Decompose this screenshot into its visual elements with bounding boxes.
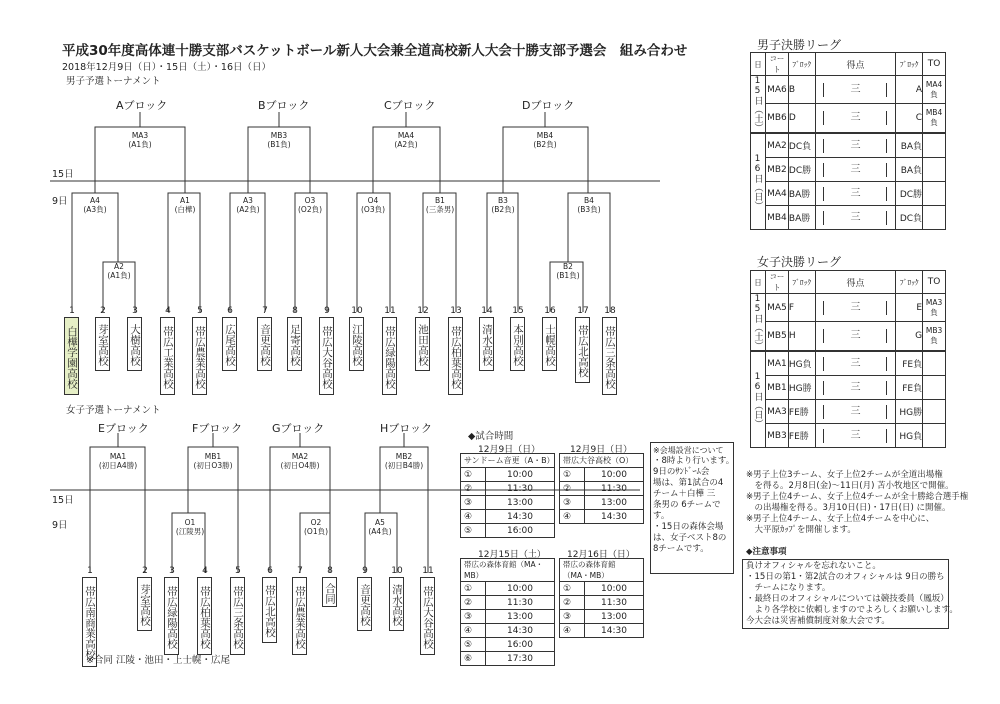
girls-team-box: 音更高校 bbox=[357, 577, 372, 631]
girls-block-h: Hブロック bbox=[380, 422, 433, 435]
schedule-day15-head: 12月15日（土） bbox=[478, 550, 546, 560]
schedule-row bbox=[560, 624, 644, 638]
schedule-slot: ③ bbox=[560, 610, 585, 624]
boys-league-court: MA2 bbox=[765, 133, 788, 158]
girls-league-to: MA3負 bbox=[923, 294, 946, 322]
boys-team-number: 12 bbox=[417, 306, 429, 316]
girls-team-number: 10 bbox=[391, 566, 403, 576]
girls-game-o2: O2 (O1負) bbox=[303, 518, 329, 536]
boys-game-a1: A1 (白樺) bbox=[174, 196, 196, 214]
girls-league-row bbox=[751, 424, 946, 448]
boys-team-number: 18 bbox=[604, 306, 616, 316]
boys-league-header-cell: ﾌﾞﾛｯｸ bbox=[896, 53, 923, 76]
boys-block-a: Aブロック bbox=[116, 99, 168, 112]
boys-league-score-mark: 三 bbox=[823, 211, 887, 225]
boys-league-court: MA6 bbox=[765, 76, 788, 104]
boys-team-box: 帯広柏葉高校 bbox=[448, 317, 463, 395]
girls-team-box: 合同 bbox=[322, 577, 337, 607]
boys-league-to bbox=[923, 133, 946, 158]
boys-league-block1: BA勝 bbox=[788, 206, 815, 230]
girls-league-to: MB3負 bbox=[923, 322, 946, 351]
boys-league-header-row bbox=[751, 53, 946, 76]
boys-game-a3: A3 (A2負) bbox=[236, 196, 260, 214]
boys-team-number: 14 bbox=[481, 306, 493, 316]
girls-league-block2: FE負 bbox=[896, 351, 923, 376]
girls-day9-label: 9日 bbox=[52, 520, 68, 531]
schedule-slot: ① bbox=[560, 582, 585, 596]
schedule-row bbox=[461, 496, 555, 510]
girls-team-box: 帯広大谷高校 bbox=[420, 577, 435, 655]
girls-league-score bbox=[815, 400, 896, 424]
boys-league-block1: B bbox=[788, 76, 815, 104]
schedule-slot: ⑤ bbox=[461, 638, 486, 652]
girls-top-game-f: MB1 (初日O3勝) bbox=[193, 452, 233, 470]
girls-league-block1: H bbox=[788, 322, 815, 351]
schedule-time: 11:30 bbox=[585, 596, 644, 610]
qualification-note-line: ※男子上位4チーム、女子上位4チームが全十勝総合選手権 bbox=[746, 492, 969, 502]
boys-block-c: Cブロック bbox=[384, 99, 436, 112]
boys-team-number: 15 bbox=[512, 306, 524, 316]
boys-league-row bbox=[751, 158, 946, 182]
girls-league-score bbox=[815, 424, 896, 448]
girls-league-header-cell: ﾌﾞﾛｯｸ bbox=[788, 271, 815, 294]
boys-league-block1: D bbox=[788, 104, 815, 133]
boys-team-number: 11 bbox=[384, 306, 396, 316]
girls-team-number: 7 bbox=[297, 566, 303, 576]
qualification-note-line: ※男子上位3チーム、女子上位2チームが全道出場権 bbox=[746, 470, 943, 480]
girls-league-court: MA3 bbox=[765, 400, 788, 424]
boys-league-row bbox=[751, 104, 946, 133]
schedule-row bbox=[461, 482, 555, 496]
girls-league-score-mark: 三 bbox=[823, 329, 887, 343]
venue-note-line: す。 bbox=[653, 511, 670, 521]
caution-line: ・最終日のオフィシャルについては競技委員（鳳坂） bbox=[746, 594, 949, 604]
boys-league-header-cell: 日 bbox=[751, 53, 766, 76]
schedule-time: 10:00 bbox=[486, 582, 555, 596]
boys-team-number: 6 bbox=[227, 306, 233, 316]
girls-league-block2: HG負 bbox=[896, 424, 923, 448]
boys-team-number: 3 bbox=[132, 306, 138, 316]
girls-league-row bbox=[751, 376, 946, 400]
girls-team-number: 8 bbox=[327, 566, 333, 576]
schedule-title: ◆試合時間 bbox=[468, 431, 514, 442]
girls-team-box: 帯広柏葉高校 bbox=[197, 577, 212, 655]
schedule-day9-a-head: 12月9日（日） bbox=[478, 445, 541, 455]
girls-team-box: 帯広農業高校 bbox=[292, 577, 307, 655]
boys-league-block1: BA勝 bbox=[788, 182, 815, 206]
girls-top-game-g: MA2 (初日O4勝) bbox=[280, 452, 320, 470]
girls-league-row bbox=[751, 351, 946, 376]
girls-league-day-cell: 15日（土） bbox=[751, 294, 766, 352]
schedule-time: 14:30 bbox=[585, 510, 644, 524]
schedule-row bbox=[560, 596, 644, 610]
girls-league-block1: FE勝 bbox=[788, 424, 815, 448]
girls-league-header-cell: 得点 bbox=[815, 271, 896, 294]
boys-league-score-mark: 三 bbox=[823, 111, 887, 125]
caution-line: チームになります。 bbox=[746, 583, 831, 593]
boys-league-to: MB4負 bbox=[923, 104, 946, 133]
boys-league-row bbox=[751, 206, 946, 230]
schedule-time: 14:30 bbox=[486, 624, 555, 638]
girls-league-court: MA5 bbox=[765, 294, 788, 322]
boys-team-box: 帯広大谷高校 bbox=[319, 317, 334, 395]
venue-note-line: は、女子ベスト8の bbox=[653, 533, 727, 543]
boys-team-box: 清水高校 bbox=[479, 317, 494, 371]
schedule-row bbox=[560, 468, 644, 482]
caution-line: 今大会は災害補償制度対象大会です。 bbox=[746, 616, 890, 626]
girls-team-box: 帯広三条高校 bbox=[230, 577, 245, 655]
girls-league-to bbox=[923, 376, 946, 400]
schedule-row bbox=[461, 468, 555, 482]
boys-league-court: MB4 bbox=[765, 206, 788, 230]
boys-team-box: 大樹高校 bbox=[127, 317, 142, 371]
schedule-slot: ④ bbox=[461, 510, 486, 524]
girls-team-box: 帯広緑陽高校 bbox=[164, 577, 179, 655]
girls-league-header-cell: TO bbox=[923, 271, 946, 294]
boys-team-number: 1 bbox=[69, 306, 75, 316]
girls-league-score bbox=[815, 294, 896, 322]
boys-day9-label: 9日 bbox=[52, 196, 68, 207]
schedule-slot: ② bbox=[560, 596, 585, 610]
schedule-time: 11:30 bbox=[585, 482, 644, 496]
boys-game-a2: A2 (A1負) bbox=[107, 262, 131, 280]
venue-note-line: 9日のｻﾝﾄﾞｰﾑ会 bbox=[653, 467, 710, 477]
girls-team-number: 3 bbox=[169, 566, 175, 576]
girls-league-score bbox=[815, 322, 896, 351]
boys-game-b1: B1 (三条男) bbox=[425, 196, 455, 214]
girls-team-box: 清水高校 bbox=[389, 577, 404, 631]
boys-top-game-c: MA4 (A2負) bbox=[394, 131, 418, 149]
schedule-time: 16:00 bbox=[486, 638, 555, 652]
boys-team-box: 本別高校 bbox=[510, 317, 525, 371]
schedule-row bbox=[560, 482, 644, 496]
boys-league-to bbox=[923, 182, 946, 206]
boys-team-box: 江陵高校 bbox=[349, 317, 364, 371]
caution-line: ・15日の第1・第2試合のオフィシャルは 9日の勝ち bbox=[746, 572, 945, 582]
boys-day15-label: 15日 bbox=[52, 169, 74, 180]
schedule-day9-b-venue: 帯広大谷高校（O） bbox=[560, 454, 644, 468]
venue-note-line: ・15日の森体会場 bbox=[653, 522, 724, 532]
girls-game-o1: O1 (江陵男) bbox=[175, 518, 205, 536]
boys-team-box: 音更高校 bbox=[257, 317, 272, 371]
schedule-day16-head: 12月16日（日） bbox=[567, 550, 635, 560]
boys-team-box: 帯広緑陽高校 bbox=[382, 317, 397, 395]
boys-league-table bbox=[750, 52, 946, 230]
girls-league-header-row bbox=[751, 271, 946, 294]
schedule-time: 14:30 bbox=[585, 624, 644, 638]
boys-team-box: 池田高校 bbox=[415, 317, 430, 371]
girls-league-block2: FE負 bbox=[896, 376, 923, 400]
schedule-slot: ① bbox=[560, 468, 585, 482]
girls-league-score-mark: 三 bbox=[823, 405, 887, 419]
schedule-time: 10:00 bbox=[585, 582, 644, 596]
boys-team-number: 7 bbox=[262, 306, 268, 316]
boys-league-day-cell: 16日（日） bbox=[751, 133, 766, 230]
boys-league-score bbox=[815, 206, 896, 230]
schedule-slot: ③ bbox=[560, 496, 585, 510]
boys-league-score bbox=[815, 76, 896, 104]
boys-team-number: 4 bbox=[165, 306, 171, 316]
boys-team-number: 13 bbox=[450, 306, 462, 316]
girls-league-score-mark: 三 bbox=[823, 381, 887, 395]
girls-league-block1: HG勝 bbox=[788, 376, 815, 400]
girls-league-score-mark: 三 bbox=[823, 429, 887, 443]
schedule-day15-venue: 帯広の森体育館（MA・MB） bbox=[461, 559, 555, 582]
girls-league-to bbox=[923, 424, 946, 448]
schedule-slot: ④ bbox=[560, 624, 585, 638]
boys-league-header-cell: ﾌﾞﾛｯｸ bbox=[788, 53, 815, 76]
boys-league-score bbox=[815, 133, 896, 158]
girls-day15-label: 15日 bbox=[52, 495, 74, 506]
qualification-note-line: ※男子上位4チーム、女子上位4チームを中心に、 bbox=[746, 514, 935, 524]
girls-league-block1: F bbox=[788, 294, 815, 322]
qualification-notes bbox=[746, 470, 968, 536]
boys-league-header-cell: コート bbox=[765, 53, 788, 76]
schedule-time: 17:30 bbox=[486, 652, 555, 666]
boys-league-block1: DC勝 bbox=[788, 158, 815, 182]
schedule-time: 13:00 bbox=[486, 610, 555, 624]
girls-league-block2: HG勝 bbox=[896, 400, 923, 424]
qualification-note-line: の出場権を得る。3月10日(日)・17日(日) に開催。 bbox=[746, 503, 951, 513]
venue-note-line: 場は、第1試合の4 bbox=[653, 478, 724, 488]
schedule-slot: ④ bbox=[560, 510, 585, 524]
schedule-time: 10:00 bbox=[486, 468, 555, 482]
boys-league-header-cell: TO bbox=[923, 53, 946, 76]
girls-league-header-cell: ﾌﾞﾛｯｸ bbox=[896, 271, 923, 294]
venue-note-line: 8チームです。 bbox=[653, 544, 709, 554]
schedule-day9-a-venue: サンドーム音更（A・B） bbox=[461, 454, 555, 468]
girls-league-block1: FE勝 bbox=[788, 400, 815, 424]
girls-league-score-mark: 三 bbox=[823, 301, 887, 315]
boys-top-game-a: MA3 (A1負) bbox=[128, 131, 152, 149]
boys-team-number: 9 bbox=[324, 306, 330, 316]
schedule-row bbox=[461, 510, 555, 524]
girls-team-number: 2 bbox=[142, 566, 148, 576]
boys-team-number: 2 bbox=[100, 306, 106, 316]
boys-league-court: MB6 bbox=[765, 104, 788, 133]
schedule-row bbox=[461, 582, 555, 596]
schedule-time: 13:00 bbox=[585, 496, 644, 510]
girls-league-row bbox=[751, 322, 946, 351]
schedule-time: 10:00 bbox=[585, 468, 644, 482]
schedule-row bbox=[461, 624, 555, 638]
girls-league-to bbox=[923, 351, 946, 376]
boys-team-box: 帯広工業高校 bbox=[160, 317, 175, 395]
page-title: 平成30年度高体連十勝支部バスケットボール新人大会兼全道高校新人大会十勝支部予選会 組み合わせ bbox=[62, 43, 688, 59]
schedule-row bbox=[461, 652, 555, 666]
girls-league-to bbox=[923, 400, 946, 424]
boys-league-block1: DC負 bbox=[788, 133, 815, 158]
schedule-slot: ④ bbox=[461, 624, 486, 638]
boys-league-score-mark: 三 bbox=[823, 139, 887, 153]
schedule-slot: ⑥ bbox=[461, 652, 486, 666]
boys-league-block2: C bbox=[896, 104, 923, 133]
girls-team-box: 芽室高校 bbox=[137, 577, 152, 631]
cautions-box bbox=[742, 559, 958, 629]
girls-league-block2: E bbox=[896, 294, 923, 322]
boys-top-game-b: MB3 (B1負) bbox=[267, 131, 291, 149]
girls-league-row bbox=[751, 400, 946, 424]
boys-league-score-mark: 三 bbox=[823, 187, 887, 201]
schedule-slot: ⑤ bbox=[461, 524, 486, 538]
schedule-time: 13:00 bbox=[585, 610, 644, 624]
venue-note-line: 条男の 6チームで bbox=[653, 500, 721, 510]
boys-league-row bbox=[751, 133, 946, 158]
girls-team-number: 4 bbox=[202, 566, 208, 576]
girls-footnote: ※合同 江陵・池田・上士幌・広尾 bbox=[86, 655, 230, 666]
schedule-slot: ② bbox=[560, 482, 585, 496]
schedule-slot: ③ bbox=[461, 496, 486, 510]
girls-league-score-mark: 三 bbox=[823, 357, 887, 371]
venue-setup-note: ※会場設営について ・8時より行います。 9日のｻﾝﾄﾞｰﾑ会 場は、第1試合の4 チーム＋白樺 三 条男の 6チームで す。 ・15日の森体会場 は、女子ベスト8の 8チームです。 bbox=[650, 442, 734, 574]
boys-league-block2: BA負 bbox=[896, 158, 923, 182]
venue-note-line: ・8時より行います。 bbox=[653, 456, 735, 466]
boys-game-b4: B4 (B3負) bbox=[577, 196, 601, 214]
boys-team-box: 帯広農業高校 bbox=[192, 317, 207, 395]
girls-team-number: 5 bbox=[235, 566, 241, 576]
caution-line: より各学校に依頼しますのでよろしくお願いします。 bbox=[746, 605, 958, 615]
girls-league-day-cell: 16日（日） bbox=[751, 351, 766, 448]
girls-league-court: MB1 bbox=[765, 376, 788, 400]
schedule-row bbox=[560, 582, 644, 596]
cautions-head: ◆注意事項 bbox=[746, 547, 787, 557]
boys-game-o4: O4 (O3負) bbox=[360, 196, 386, 214]
boys-league-day-cell: 15日（土） bbox=[751, 76, 766, 134]
girls-league-score bbox=[815, 351, 896, 376]
boys-league-to bbox=[923, 206, 946, 230]
boys-game-b2: B2 (B1負) bbox=[556, 262, 580, 280]
girls-league-court: MB3 bbox=[765, 424, 788, 448]
boys-top-game-d: MB4 (B2負) bbox=[533, 131, 557, 149]
schedule-slot: ② bbox=[461, 596, 486, 610]
boys-league-score bbox=[815, 158, 896, 182]
boys-game-o3: O3 (O2負) bbox=[297, 196, 323, 214]
boys-league-block2: A bbox=[896, 76, 923, 104]
boys-block-d: Dブロック bbox=[522, 99, 575, 112]
boys-team-number: 17 bbox=[577, 306, 589, 316]
boys-team-number: 5 bbox=[197, 306, 203, 316]
schedule-day16-venue: 帯広の森体育館（MA・MB） bbox=[560, 559, 644, 582]
boys-game-a4: A4 (A3負) bbox=[83, 196, 107, 214]
schedule-row bbox=[560, 496, 644, 510]
girls-league-header-cell: 日 bbox=[751, 271, 766, 294]
schedule-slot: ① bbox=[461, 468, 486, 482]
boys-league-score-mark: 三 bbox=[823, 163, 887, 177]
boys-section-title: 男子予選トーナメント bbox=[66, 76, 161, 87]
schedule-row bbox=[461, 638, 555, 652]
girls-league-score bbox=[815, 376, 896, 400]
venue-note-line: チーム＋白樺 三 bbox=[653, 489, 716, 499]
schedule-day9-b-head: 12月9日（日） bbox=[570, 445, 633, 455]
schedule-time: 11:30 bbox=[486, 482, 555, 496]
boys-team-number: 10 bbox=[351, 306, 363, 316]
schedule-slot: ② bbox=[461, 482, 486, 496]
boys-team-box: 芽室高校 bbox=[95, 317, 110, 371]
girls-team-box: 帯広北高校 bbox=[262, 577, 277, 643]
girls-league-block1: HG負 bbox=[788, 351, 815, 376]
boys-league-block2: BA負 bbox=[896, 133, 923, 158]
girls-league-block2: G bbox=[896, 322, 923, 351]
boys-block-b: Bブロック bbox=[258, 99, 310, 112]
schedule-row bbox=[461, 610, 555, 624]
schedule-time: 16:00 bbox=[486, 524, 555, 538]
boys-league-row bbox=[751, 182, 946, 206]
boys-team-box: 広尾高校 bbox=[222, 317, 237, 371]
girls-game-a5: A5 (A4負) bbox=[368, 518, 392, 536]
girls-league-title: 女子決勝リーグ bbox=[757, 255, 842, 269]
girls-team-box: 帯広南商業高校 bbox=[82, 577, 97, 667]
boys-league-row bbox=[751, 76, 946, 104]
girls-top-game-h: MB2 (初日B4勝) bbox=[384, 452, 424, 470]
caution-line: 負けオフィシャルを忘れないこと。 bbox=[746, 561, 881, 571]
schedule-time: 14:30 bbox=[486, 510, 555, 524]
qualification-note-line: 大平原ｶｯﾌﾟを開催します。 bbox=[746, 525, 856, 535]
boys-league-to bbox=[923, 158, 946, 182]
boys-league-score bbox=[815, 104, 896, 133]
schedule-slot: ③ bbox=[461, 610, 486, 624]
boys-league-court: MB2 bbox=[765, 158, 788, 182]
schedule-day15-table bbox=[460, 558, 555, 666]
boys-league-score-mark: 三 bbox=[823, 83, 887, 97]
boys-league-block2: DC勝 bbox=[896, 182, 923, 206]
girls-block-e: Eブロック bbox=[98, 422, 149, 435]
boys-team-box: 白樺学園高校 bbox=[64, 317, 79, 395]
girls-team-number: 6 bbox=[267, 566, 273, 576]
boys-league-header-cell: 得点 bbox=[815, 53, 896, 76]
schedule-day16-table bbox=[559, 558, 644, 638]
schedule-day9-a-table bbox=[460, 453, 555, 538]
boys-league-title: 男子決勝リーグ bbox=[757, 38, 842, 52]
schedule-day9-b-table bbox=[559, 453, 644, 524]
girls-league-table bbox=[750, 270, 946, 448]
girls-league-header-cell: コート bbox=[765, 271, 788, 294]
girls-team-number: 1 bbox=[87, 566, 93, 576]
boys-team-box: 足寄高校 bbox=[287, 317, 302, 371]
girls-league-row bbox=[751, 294, 946, 322]
schedule-row bbox=[461, 596, 555, 610]
boys-team-box: 帯広三条高校 bbox=[602, 317, 617, 395]
schedule-time: 11:30 bbox=[486, 596, 555, 610]
girls-team-number: 11 bbox=[422, 566, 434, 576]
boys-team-number: 16 bbox=[544, 306, 556, 316]
girls-block-g: Gブロック bbox=[272, 422, 325, 435]
girls-top-game-e: MA1 (初日A4勝) bbox=[98, 452, 138, 470]
boys-league-score bbox=[815, 182, 896, 206]
boys-team-box: 士幌高校 bbox=[542, 317, 557, 371]
boys-league-to: MA4負 bbox=[923, 76, 946, 104]
boys-team-box: 帯広北高校 bbox=[575, 317, 590, 383]
tournament-dates: 2018年12月9日（日）・15日（土）・16日（日） bbox=[62, 62, 271, 73]
boys-team-number: 8 bbox=[292, 306, 298, 316]
boys-league-block2: DC負 bbox=[896, 206, 923, 230]
boys-game-b3: B3 (B2負) bbox=[491, 196, 515, 214]
girls-league-court: MA1 bbox=[765, 351, 788, 376]
schedule-row bbox=[560, 610, 644, 624]
schedule-time: 13:00 bbox=[486, 496, 555, 510]
boys-league-court: MA4 bbox=[765, 182, 788, 206]
girls-block-f: Fブロック bbox=[192, 422, 243, 435]
schedule-row bbox=[560, 510, 644, 524]
girls-section-title: 女子予選トーナメント bbox=[66, 405, 161, 416]
girls-league-court: MB5 bbox=[765, 322, 788, 351]
qualification-note-line: を得る。2月8日(金)〜11日(月) 苫小牧地区で開催。 bbox=[746, 481, 954, 491]
schedule-row bbox=[461, 524, 555, 538]
schedule-slot: ① bbox=[461, 582, 486, 596]
girls-team-number: 9 bbox=[362, 566, 368, 576]
